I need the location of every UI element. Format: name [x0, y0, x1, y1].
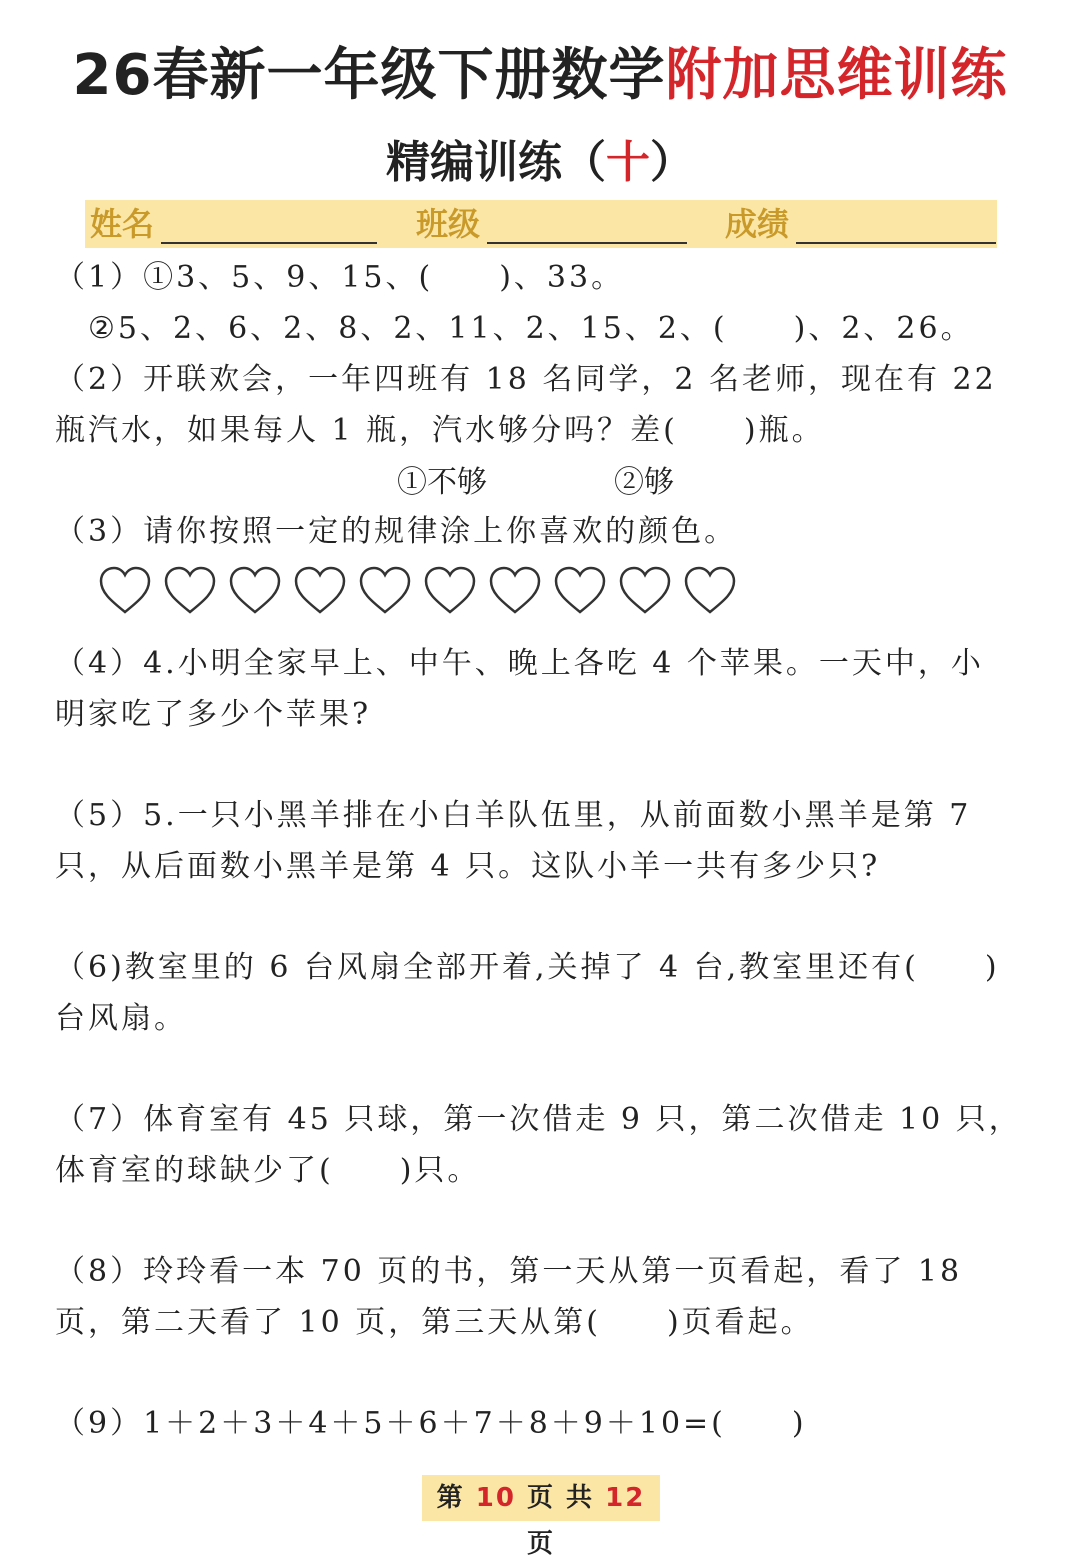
- total-pages: 12: [605, 1483, 646, 1513]
- question-7b: 体育室的球缺少了( )只。: [55, 1153, 481, 1188]
- heart-icon[interactable]: [358, 566, 412, 616]
- subtitle-number: 十: [606, 137, 650, 188]
- heart-icon[interactable]: [98, 566, 152, 616]
- page-subtitle: [0, 133, 1080, 193]
- class-label: 班级: [416, 205, 481, 243]
- question-4b: 明家吃了多少个苹果?: [55, 697, 372, 732]
- question-4a: （4）4.小明全家早上、中午、晚上各吃 4 个苹果。一天中，小: [55, 646, 984, 681]
- question-6a: （6)教室里的 6 台风扇全部开着,关掉了 4 台,教室里还有( ): [55, 950, 1000, 985]
- heart-icon[interactable]: [163, 566, 217, 616]
- question-7a: （7）体育室有 45 只球，第一次借走 9 只，第二次借走 10 只，: [55, 1102, 1022, 1137]
- name-label: 姓名: [90, 205, 155, 243]
- heart-icon[interactable]: [488, 566, 542, 616]
- question-5b: 只，从后面数小黑羊是第 4 只。这队小羊一共有多少只?: [55, 849, 881, 884]
- heart-icon[interactable]: [553, 566, 607, 616]
- question-2a: （2）开联欢会，一年四班有 18 名同学，2 名老师，现在有 22: [55, 362, 997, 397]
- subtitle-main: 精编训练（: [386, 137, 606, 188]
- score-field[interactable]: [796, 242, 996, 244]
- student-info-bar: [85, 200, 997, 248]
- title-highlight: 附加思维训练: [665, 43, 1008, 108]
- question-2b: 瓶汽水，如果每人 1 瓶，汽水够分吗？差( )瓶。: [55, 413, 825, 448]
- class-field[interactable]: [487, 242, 687, 244]
- question-8b: 页，第二天看了 10 页，第三天从第( )页看起。: [55, 1305, 814, 1340]
- question-1b: ②5、2、6、2、8、2、11、2、15、2、( )、2、26。: [88, 311, 974, 346]
- question-9: （9）1＋2＋3＋4＋5＋6＋7＋8＋9＋10=( ): [55, 1406, 807, 1441]
- title-main: 26春新一年级下册数学: [72, 43, 666, 108]
- score-label: 成绩: [725, 205, 790, 243]
- name-field[interactable]: [161, 242, 377, 244]
- footer-prefix: 第: [436, 1483, 465, 1513]
- subtitle-end: ）: [650, 137, 694, 188]
- heart-icon[interactable]: [423, 566, 477, 616]
- question-6b: 台风扇。: [55, 1001, 187, 1036]
- question-5a: （5）5.一只小黑羊排在小白羊队伍里，从前面数小黑羊是第 7: [55, 798, 972, 833]
- heart-icon[interactable]: [293, 566, 347, 616]
- heart-icon[interactable]: [618, 566, 672, 616]
- question-8a: （8）玲玲看一本 70 页的书，第一天从第一页看起，看了 18: [55, 1254, 963, 1289]
- current-page: 10: [475, 1483, 516, 1513]
- footer-middle: 页 共: [527, 1483, 595, 1513]
- page-indicator: [422, 1475, 660, 1559]
- choice-enough: ②够: [614, 465, 674, 500]
- heart-icon[interactable]: [228, 566, 282, 616]
- choice-not-enough: ①不够: [397, 465, 487, 500]
- question-3: （3）请你按照一定的规律涂上你喜欢的颜色。: [55, 514, 738, 549]
- footer-suffix: 页: [526, 1529, 555, 1559]
- page-title: [0, 40, 1080, 112]
- heart-icon[interactable]: [683, 566, 737, 616]
- question-1a: （1）①3、5、9、15、( )、33。: [55, 260, 625, 295]
